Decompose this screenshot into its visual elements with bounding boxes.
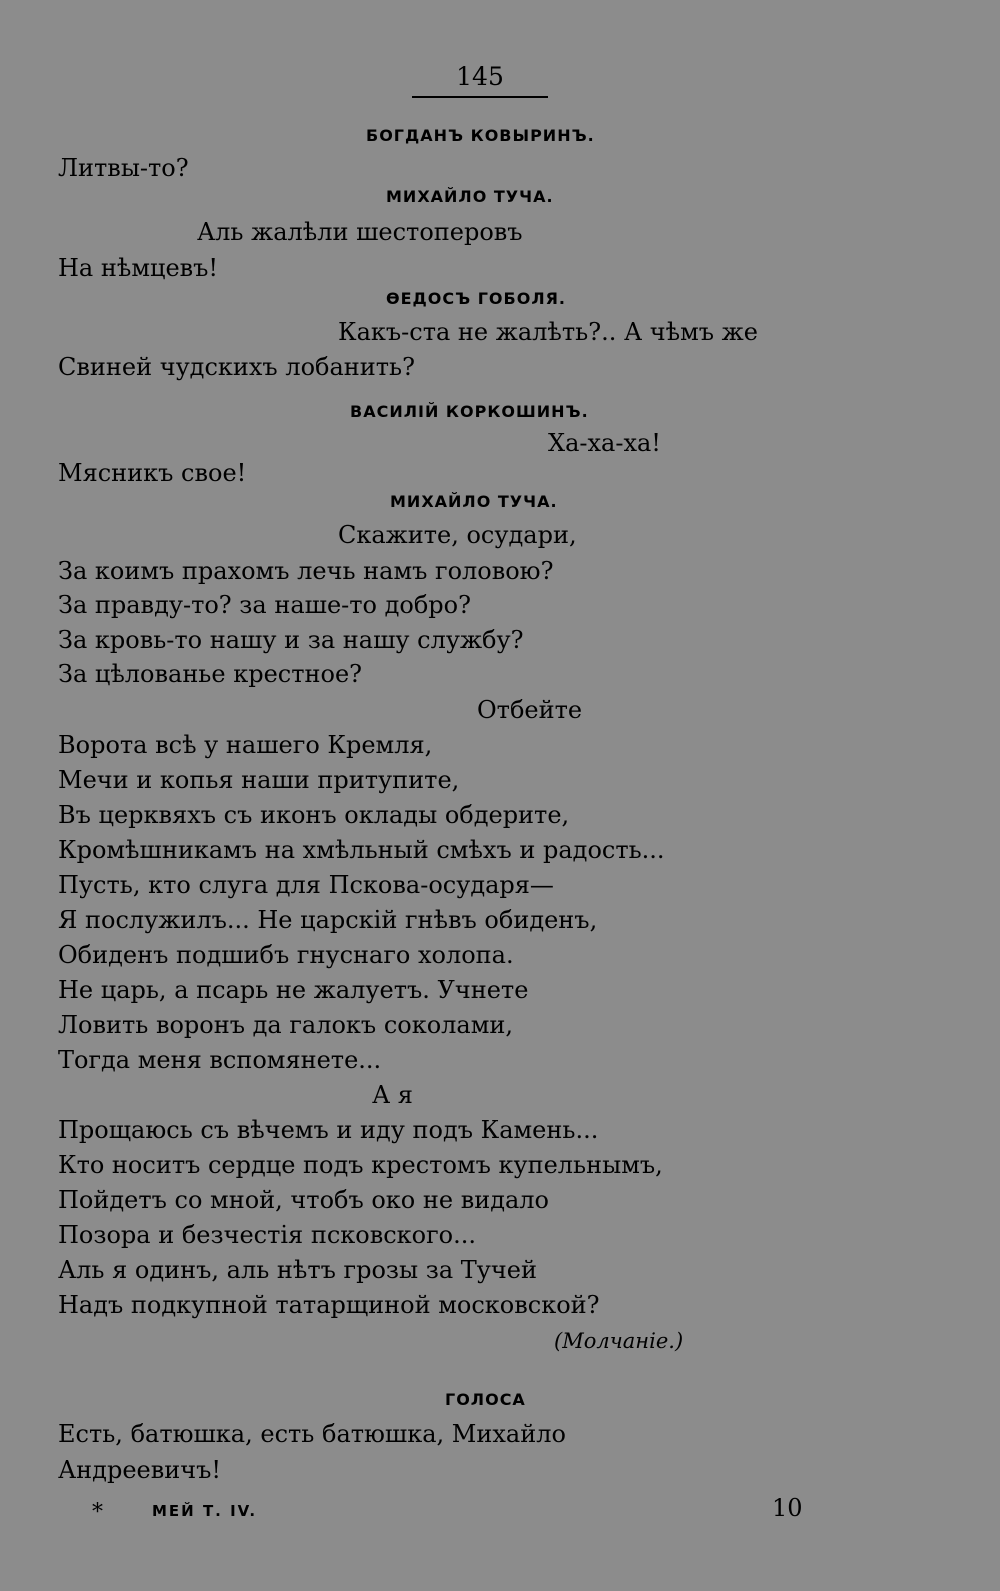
footer-signature: МЕЙ Т. IV. — [152, 1502, 258, 1520]
speaker-name: ѲЕДОСЪ ГОБОЛЯ. — [386, 289, 567, 308]
verse-line: А я — [372, 1081, 413, 1109]
speaker-name: ГОЛОСА — [445, 1390, 526, 1409]
verse-line: Аль жалѣли шестоперовъ — [197, 218, 523, 246]
verse-line: Пусть, кто слуга для Пскова-осударя— — [58, 871, 554, 899]
verse-line: Есть, батюшка, есть батюшка, Михайло — [58, 1420, 566, 1448]
footer-sheet-number: 10 — [772, 1494, 803, 1522]
speaker-name: ВАСИЛІЙ КОРКОШИНЪ. — [350, 402, 589, 421]
verse-line: Мечи и копья наши притупите, — [58, 766, 460, 794]
verse-line: За правду-то? за наше-то добро? — [58, 591, 471, 619]
verse-line: Позора и безчестія псковского... — [58, 1221, 477, 1249]
verse-line: Въ церквяхъ съ иконъ оклады обдерите, — [58, 801, 570, 829]
verse-line: Ловить воронъ да галокъ соколами, — [58, 1011, 514, 1039]
verse-line: За цѣлованье крестное? — [58, 660, 363, 688]
verse-line: Ха-ха-ха! — [548, 429, 661, 457]
verse-line: Ворота всѣ у нашего Кремля, — [58, 731, 433, 759]
page-number: 145 — [456, 62, 504, 91]
verse-line: Кто носитъ сердце подъ крестомъ купельнымъ, — [58, 1151, 663, 1179]
speaker-name: БОГДАНЪ КОВЫРИНЪ. — [366, 126, 595, 145]
verse-line: За кровь-то нашу и за нашу службу? — [58, 626, 524, 654]
verse-line: Не царь, а псарь не жалуетъ. Учнете — [58, 976, 529, 1004]
verse-line: Отбейте — [477, 696, 583, 724]
verse-line: Надъ подкупной татарщиной московской? — [58, 1291, 600, 1319]
verse-line: На нѣмцевъ! — [58, 254, 219, 282]
verse-line: Пойдетъ со мной, чтобъ око не видало — [58, 1186, 550, 1214]
verse-line: Какъ-ста не жалѣть?.. А чѣмъ же — [338, 318, 758, 346]
page-number-rule — [412, 96, 548, 98]
verse-line: Обиденъ подшибъ гнуснаго холопа. — [58, 941, 514, 969]
footer-mark: * — [92, 1500, 103, 1525]
speaker-name: МИХАЙЛО ТУЧА. — [390, 492, 558, 511]
verse-line: За коимъ прахомъ лечь намъ головою? — [58, 557, 554, 585]
verse-line: Андреевичъ! — [58, 1456, 222, 1484]
stage-direction: (Молчаніе.) — [554, 1329, 684, 1353]
verse-line: Свиней чудскихъ лобанить? — [58, 353, 415, 381]
verse-line: Литвы-то? — [58, 154, 189, 182]
verse-line: Прощаюсь съ вѣчемъ и иду подъ Камень... — [58, 1116, 599, 1144]
speaker-name: МИХАЙЛО ТУЧА. — [386, 187, 554, 206]
verse-line: Тогда меня вспомянете... — [58, 1046, 382, 1074]
verse-line: Мясникъ свое! — [58, 459, 247, 487]
verse-line: Скажите, осудари, — [338, 521, 577, 549]
verse-line: Я послужилъ... Не царскій гнѣвъ обиденъ, — [58, 906, 598, 934]
verse-line: Кромѣшникамъ на хмѣльный смѣхъ и радость... — [58, 836, 665, 864]
verse-line: Аль я одинъ, аль нѣтъ грозы за Тучей — [58, 1256, 537, 1284]
